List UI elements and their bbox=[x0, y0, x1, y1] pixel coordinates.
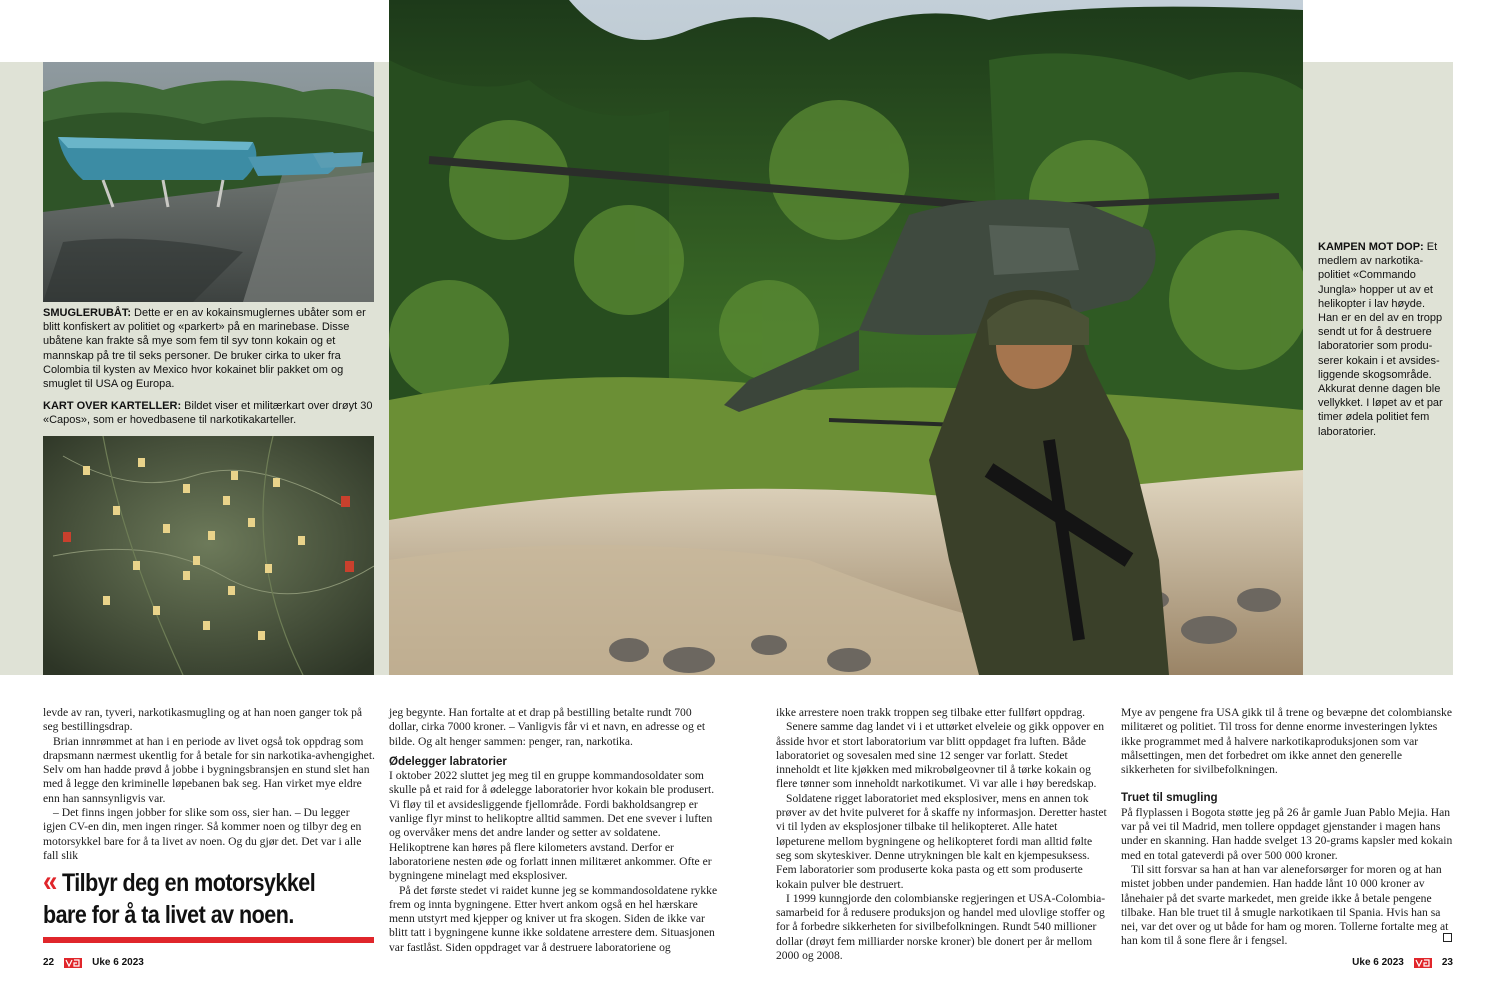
main-photo-caption bbox=[1318, 240, 1443, 439]
map-caption-text: Bildet viser et militærkart over drøyt 30 «Capos», som er hovedbasene til narkotikakarteller. bbox=[43, 400, 373, 427]
vg-logo-icon bbox=[1414, 958, 1432, 968]
article-column-1 bbox=[43, 706, 375, 863]
paragraph: levde av ran, tyveri, narkotikasmugling og at han noen ganger tok på seg bestillingsdrap. bbox=[43, 706, 363, 734]
paragraph: Senere samme dag landet vi i et uttørket elveleie og gikk oppover en åsside hvor et stort laboratorium var blitt oppdaget fra luften. Både laboratoriet og sovesalen med sine 12 senger var forlatt. Stedet inneholdt et lite kjøkken med mikrobølgeovner til å tørke kokain og flere tønner som inneholdt narkotikumet. Vi var alle i høy beredskap. bbox=[776, 720, 1105, 791]
folio-left bbox=[43, 957, 144, 968]
quote-mark-icon: « bbox=[43, 865, 57, 898]
page-number: 23 bbox=[1441, 957, 1453, 968]
submarine-caption-text: Dette er en av kokainsmuglernes ubåter som er blitt konfiskert av politiet og «parkert» på en marinebase. Disse ubåtene kan frakte så mye som fem til syv tonn kokain og et mannskap på tre til seks personer. De bruker cirka to uker fra Colombia til kysten av Mexico hvor kokainet blir pakket om og smuglet til USA og Europa. bbox=[43, 307, 366, 391]
paragraph: – Det finns ingen jobber for slike som oss, sier han. – Du legger igjen CV-en din, men ingen ringer. Så kommer noen og tilbyr deg en motorsykkel bare for å ta livet av noen. Og du gjør det. Det var i alle fall slik bbox=[43, 806, 362, 862]
paragraph: Til sitt forsvar sa han at han var aleneforsørger for moren og at han mistet jobben under pandemien. Han hadde lånt 10 000 kroner av lånehaier på det svarte markedet, men greide ikke å betale pengene tilbake. Han ble truet til å smugle narkotikaen til Spania. Hvis han sa nei, var det over og ut både for ham og moren. Tollerne fortalte meg at han kom til å sone flere år i fengsel. bbox=[1121, 862, 1449, 948]
pull-quote-text: Tilbyr deg en motorsykkel bare for å ta livet av noen. bbox=[43, 869, 316, 929]
paragraph: Mye av pengene fra USA gikk til å trene og bevæpne det colombianske militæret og politiet. Til tross for denne enorme investeringen lyktes ikke programmet med å halvere narkotikaproduksjonen som var målsettingen, men det forbedret om ikke annet den generelle sikkerheten for sivilbefolkningen. bbox=[1121, 706, 1452, 777]
submarine-caption-title: SMUGLERUBÅT: bbox=[43, 307, 131, 319]
article-column-4 bbox=[1121, 706, 1453, 949]
paragraph: På det første stedet vi raidet kunne jeg se kommandosoldatene rykke frem og innta bygningene. Etter hvert ankom også en hel hærskare menn utstyrt med kjepper og kniver ut fra skogen. Siden de ikke var blitt tatt i bygningene kunne ikke soldatene arrestere dem. Situasjonen var fastlåst. Siden oppdraget var å destruere laboratoriene og bbox=[389, 883, 718, 954]
main-photo-caption-title: KAMPEN MOT DOP: bbox=[1318, 241, 1424, 253]
folio-right bbox=[1352, 957, 1453, 968]
helicopter-soldier-photo bbox=[389, 0, 1303, 675]
paragraph: Soldatene rigget laboratoriet med eksplosiver, mens en annen tok prøver av det hvite pulveret for å skaffe ny informasjon. Deretter hastet vi til lyden av eksplosjoner tilbake til helikopteret. Alle hatet løpeturene mellom bygningene og helikopteret fordi man alltid følte seg som skyteskiver. Denne utrykningen ble kalt en kjempesuksess. Fem laboratorier som produserte koka pasta og ett som produserte kokain pulver ble destruert. bbox=[776, 791, 1107, 891]
military-map-photo bbox=[43, 436, 374, 675]
paragraph: I 1999 kunngjorde den colombianske regjeringen et USA-Colombia-samarbeid for å redusere produksjon og handel med ulovlige stoffer og for å forbedre sikkerheten for sivilbefolkningen. Rundt 540 millioner dollar (drøyt fem milliarder norske kroner) ble donert per år mellom 2000 og 2008. bbox=[776, 891, 1106, 963]
paragraph: jeg begynte. Han fortalte at et drap på bestilling betalte rundt 700 dollar, cirka 7000 kroner. – Vanligvis får vi et navn, en adresse og et bilde. Og alt henger sammen: penger, ran, narkotika. bbox=[389, 706, 706, 748]
pull-quote bbox=[43, 866, 329, 931]
end-square-icon bbox=[1443, 933, 1452, 942]
submarine-photo bbox=[43, 62, 374, 302]
paragraph: I oktober 2022 sluttet jeg meg til en gruppe kommandosoldater som skulle på et raid for å ødelegge laboratorier hvor kokain ble produsert. Vi fløy til et avsidesliggende fjellområde. Fordi bakholdsangrep er vanlige flyr minst to helikoptre alltid sammen. Det ene svever i luften og overvåker mens det andre lander og setter av soldatene. Helikoptrene kan høres på flere kilometers avstand. Derfor er laboratoriene nesten øde og forlatt innen militæret ankommer. Ofte er bygningene minelagt med eksplosiver. bbox=[389, 769, 715, 883]
submarine-caption bbox=[43, 306, 374, 391]
main-photo-caption-text: Et medlem av narkotika-politiet «Commando Jungla» hopper ut av et helikopter i lav høyde. Han er en del av en tropp sendt ut for å destruere laboratorier som produ-serer kokain i et avsides-liggende skogsområde. Akkurat denne dagen ble vellykket. I løpet av et par timer ødela politiet fem laboratorier. bbox=[1318, 241, 1443, 438]
article-column-2 bbox=[389, 706, 721, 955]
issue-label: Uke 6 2023 bbox=[1352, 957, 1404, 968]
pull-quote-rule bbox=[43, 937, 374, 943]
paragraph: ikke arrestere noen trakk troppen seg tilbake etter fullført oppdrag. bbox=[776, 706, 1086, 719]
issue-label: Uke 6 2023 bbox=[92, 957, 144, 968]
article-column-3 bbox=[776, 706, 1108, 963]
map-caption-title: KART OVER KARTELLER: bbox=[43, 400, 182, 412]
paragraph: Brian innrømmet at han i en periode av livet også tok oppdrag som drapsmann nærmest ukentlig for å betale for sin narkotika-avhengighet. Selv om han hadde prøvd å jobbe i bygningsbransjen en stund slet han med å legge den kriminelle løpebanen bak seg. Han virket mye eldre enn han sannsynligvis var. bbox=[43, 734, 375, 805]
section-heading: Ødelegger labratorier bbox=[389, 754, 507, 768]
section-heading: Truet til smugling bbox=[1121, 791, 1218, 805]
page-number: 22 bbox=[43, 957, 55, 968]
paragraph: På flyplassen i Bogota støtte jeg på 26 år gamle Juan Pablo Mejia. Han var på vei til Madrid, men tollere oppdaget gjenstander i magen hans under en skanning. Han hadde svelget 13 20-grams kapsler med kokain med en total gateverdi på over 500 000 kroner. bbox=[1121, 805, 1453, 862]
vg-logo-icon bbox=[64, 958, 82, 968]
map-caption bbox=[43, 399, 374, 427]
